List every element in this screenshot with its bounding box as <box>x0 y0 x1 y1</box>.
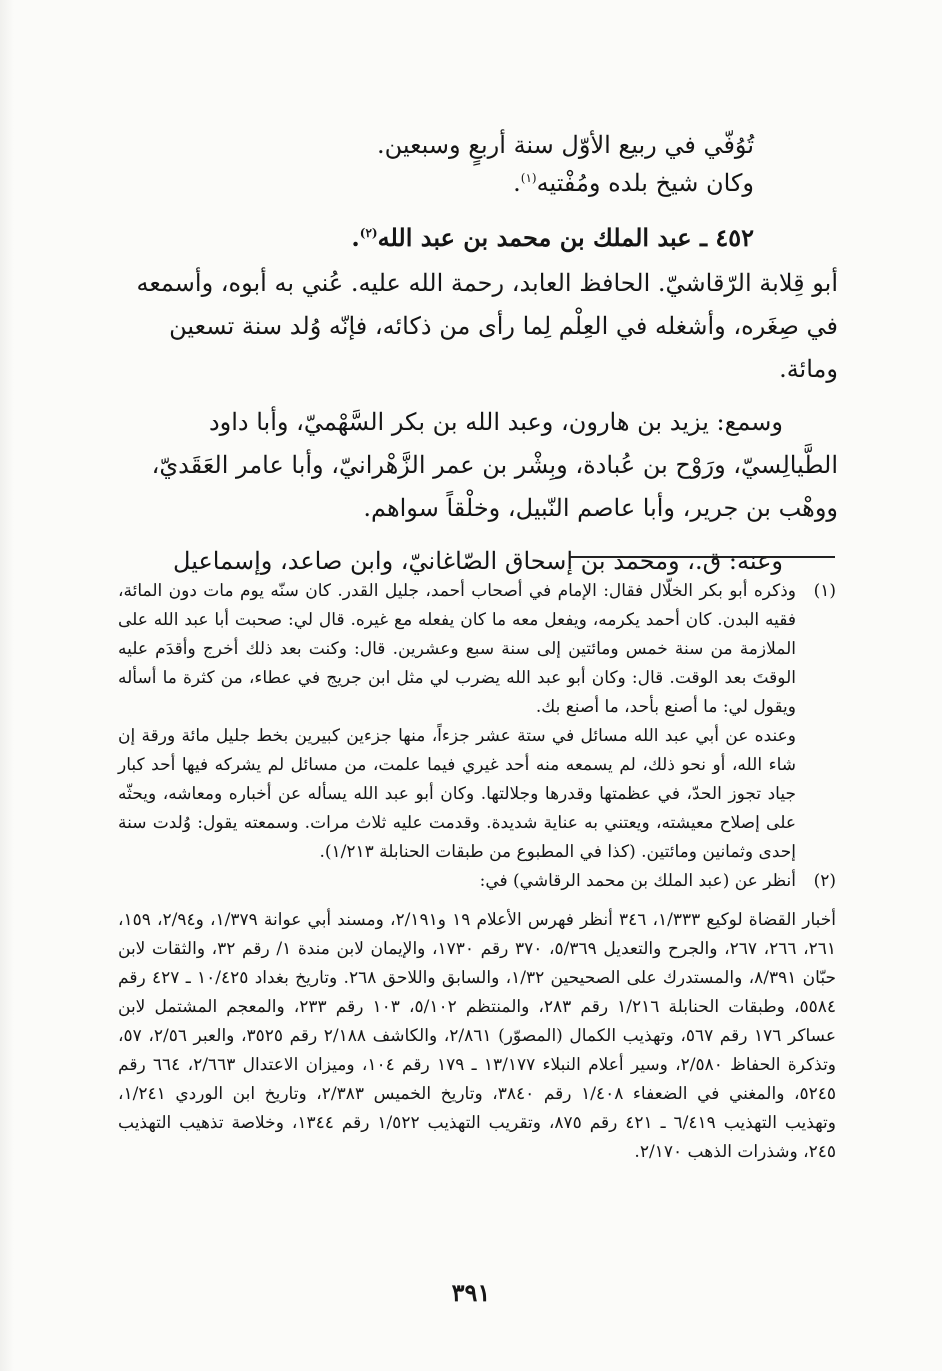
footnote-1-number: (١) <box>813 581 836 601</box>
entry-title <box>118 218 838 258</box>
footnotes <box>118 577 836 896</box>
entry-heading-block <box>118 218 838 258</box>
paragraph-students: وعنه: ق.، ومحمد بن إسحاق الصّاغانيّ، وابن صاعد، وإسماعيل <box>173 547 783 575</box>
entry-title-end: . <box>351 223 360 252</box>
intro-line-2 <box>118 164 838 202</box>
intro-line-2-end: . <box>513 169 521 197</box>
intro-line-2-text: وكان شيخ بلده ومُفْتيه <box>536 169 754 197</box>
main-text <box>118 262 838 583</box>
footnote-2-number: (٢) <box>813 871 836 891</box>
footnote-separator <box>570 556 835 558</box>
footnote-1-paragraph-2: وعنده عن أبي عبد الله مسائل في ستة عشر جزءاً، منها جزءين كبيرين بخط جليل مائة ورقة إن شاء الله، أو نحو ذلك، لم يسمعه منه أحد غيري فيما علمت، من مسائل لم يشركه فيها أحد كبار جياد تجوز الحدّ، في عظمتها وقدرها وجلالتها. وكان أبو عبد الله يسأله عن أخباره ومعاشه، ويحثّه على إصلاح معيشته، ويعتني به عناية شديدة. وقدمت عليه ثلاث مرات. وسمعته يقول: وُلدت سنة إحدى وثمانين ومائتين. (كذا في المطبوع من طبقات الحنابلة ١/٢١٣). <box>118 726 796 862</box>
paragraph-biography: أبو قِلابة الرّقاشيّ. الحافظ العابد، رحمة الله عليه. عُني به أبوه، وأسمعه في صِغَره، وأشغله في العِلْم لِما رأى من ذكائه، فإنّه وُلد سنة تسعين ومائة. <box>136 269 838 383</box>
footnote-2-paragraph-1: أنظر عن (عبد الملك بن محمد الرقاشي) في: <box>479 871 796 891</box>
intro-block <box>118 126 838 202</box>
intro-footnote-mark[interactable]: (١) <box>520 171 537 185</box>
paragraph-teachers: وسمع: يزيد بن هارون، وعبد الله بن بكر السَّهْميّ، وأبا داود الطَّيالِسيّ، ورَوْح بن عُبادة، وبِشْر بن عمر الزَّهْرانيّ، وأبا عامر العَقَديّ، ووهْب بن جرير، وأبا عاصم النّبيل، وخلْقاً سواهم. <box>151 408 838 522</box>
scan-edge-shadow <box>0 0 14 1371</box>
footnote-1 <box>118 577 836 867</box>
page-number: ٣٩١ <box>451 1278 491 1307</box>
footnote-1-paragraph-1: وذكره أبو بكر الخلّال فقال: الإمام في أصحاب أحمد، جليل القدر. كان سنّه يوم مات دون المائة، فقيه البدن. كان أحمد يكرمه، ويفعل معه ما كان يفعله مع غيره. قال لي: صحبت أبا عبد الله على الملازمة من سنة خمس ومائتين إلى سنة سبع وعشرين. قال: وكنت بعد ذلك أخرج وأقدَم عليه الوقتَ بعد الوقت. قال: وكان أبو عبد الله يضرب لي مثل ابن جريج في عطاء، من كثرة ما أسأله ويقول لي: ما أصنع بأحد، ما أصنع بك. <box>118 581 797 717</box>
footnote-2 <box>118 867 836 896</box>
entry-title-text: ٤٥٢ ـ عبد الملك بن محمد بن عبد الله <box>377 223 754 252</box>
bibliographic-references: أخبار القضاة لوكيع ١/٣٣٣، ٣٤٦ أنظر فهرس الأعلام ١٩ و٢/١٩١، ومسند أبي عوانة ١/٣٧٩، و٢/٩٤، ١٥٩، ٢٦١، ٢٦٦، ٢٦٧، والجرح والتعديل ٥/٣٦٩، ٣٧٠ رقم ١٧٣٠، والإيمان لابن مندة ١/ رقم ٣٢، والثقات لابن حبّان ٨/٣٩١، والمستدرك على الصحيحين ١/٣٢، والسابق واللاحق ٢٦٨. وتاريخ بغداد ١٠/٤٢٥ ـ ٤٢٧ رقم ٥٥٨٤، وطبقات الحنابلة ١/٢١٦ رقم ٢٨٣، والمنتظم ٥/١٠٢، ١٠٣ رقم ٢٣٣، والمعجم المشتمل لابن عساكر ١٧٦ رقم ٥٦٧، وتهذيب الكمال (المصوّر) ٢/٨٦١، والكاشف ٢/١٨٨ رقم ٣٥٢٥، والعبر ٢/٥٦، ٥٧، وتذكرة الحفاظ ٢/٥٨٠، وسير أعلام النبلاء ١٣/١٧٧ ـ ١٧٩ رقم ١٠٤، وميزان الاعتدال ٢/٦٦٣، ٦٦٤ رقم ٥٢٤٥، والمغني في الضعفاء ١/٤٠٨ رقم ٣٨٤٠، وتاريخ الخميس ٢/٣٨٣، وتاريخ ابن الوردي ١/٢٤١، وتهذيب التهذيب ٦/٤١٩ ـ ٤٢١ رقم ٨٧٥، وتقريب التهذيب ١/٥٢٢ رقم ١٣٤٤، وخلاصة تذهيب التهذيب ٢٤٥، وشذرات الذهب ٢/١٧٠. <box>118 910 837 1162</box>
entry-footnote-mark[interactable]: (٢) <box>359 226 378 240</box>
intro-line-1: تُوُفّي في ربيع الأوّل سنة أربعٍ وسبعين. <box>376 131 754 159</box>
